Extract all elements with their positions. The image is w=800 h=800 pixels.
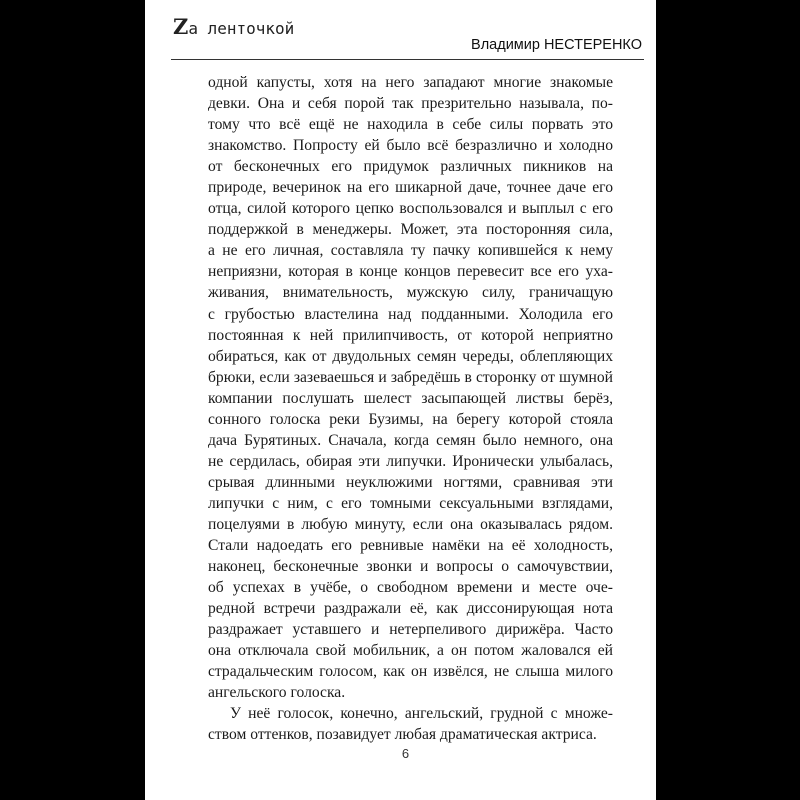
text-line: срывая длинными неуклюжими ногтями, сравнивая эти [208,473,613,491]
series-title-rest: а ленточкой [188,19,295,38]
text-line: одной капусты, хотя на него западают многие знакомые [208,74,613,91]
running-header-author: Владимир НЕСТЕРЕНКО [471,37,642,53]
body-text [208,72,613,746]
text-line: девки. Она и себя порой так презрительно называла, по- [208,95,613,113]
text-line: ством оттенков, позавидует любая драматическая актриса. [208,726,597,744]
text-line: липучки с ним, с его томными сексуальными взглядами, [208,494,613,512]
text-line: она отключала свой мобильник, а он потом жаловался ей [208,642,613,660]
text-line: брюки, если зазеваешься и забредёшь в сторонку от шумной [208,368,613,386]
text-line: постоянная к ней прилипчивость, от которой неприятно [208,326,613,344]
text-line: компании послушать шелест засыпающей листвы берёз, [208,389,613,407]
text-line: поддержкой в менеджеры. Может, эта посторонняя сила, [208,221,613,239]
text-line: раздражает уставшего и нетерпеливого дирижёра. Часто [208,621,613,639]
text-line: поцелуями в любую минуту, если она оказывалась рядом. [208,515,613,533]
text-line: обираться, как от двудольных семян череды, облепляющих [208,347,613,365]
text-line: знакомство. Попросту ей было всё безразлично и холодно [208,137,613,155]
running-header-series-title [173,14,294,39]
page-number: 6 [401,746,410,761]
book-page [145,0,656,800]
text-line: неприязни, которая в конце концов перевесит все его уха- [208,263,613,281]
text-line: об успехах в учёбе, о свободном времени и месте оче- [208,579,613,597]
series-title-initial: Z [173,14,189,39]
text-line: с грубостью властелина над подданными. Холодила его [208,305,613,323]
text-line: редной встречи раздражали её, как диссонирующая нота [208,600,613,618]
text-line: дача Бурятиных. Сначала, когда семян было немного, она [208,431,613,449]
text-line: У неё голосок, конечно, ангельский, грудной с множе- [230,705,613,723]
text-line: а не его личная, составляла ту пачку копившейся к нему [208,242,613,260]
text-line: сонного голоска реки Бузимы, на берегу которой стояла [208,410,613,428]
text-line: отца, силой которого цепко воспользовался и выплыл с его [208,200,613,218]
text-line: страдальческим голосом, как он извёлся, не слыша милого [208,663,613,681]
text-line: Стали надоедать его ревнивые намёки на её холодность, [208,537,613,555]
text-line: тому что всё ещё не находила в себе силы порвать это [208,116,613,134]
text-line: от бесконечных его придумок различных пикников на [208,158,613,176]
text-line: природе, вечеринок на его шикарной даче, точнее даче его [208,179,613,197]
text-line: наконец, бесконечные звонки и вопросы о самочувствии, [208,558,613,576]
text-line: не сердилась, обирая эти липучки. Иронически улыбалась, [208,452,613,470]
header-divider [171,59,644,60]
text-line: живания, внимательность, мужскую силу, граничащую [208,284,613,302]
text-line: ангельского голоска. [208,684,346,702]
